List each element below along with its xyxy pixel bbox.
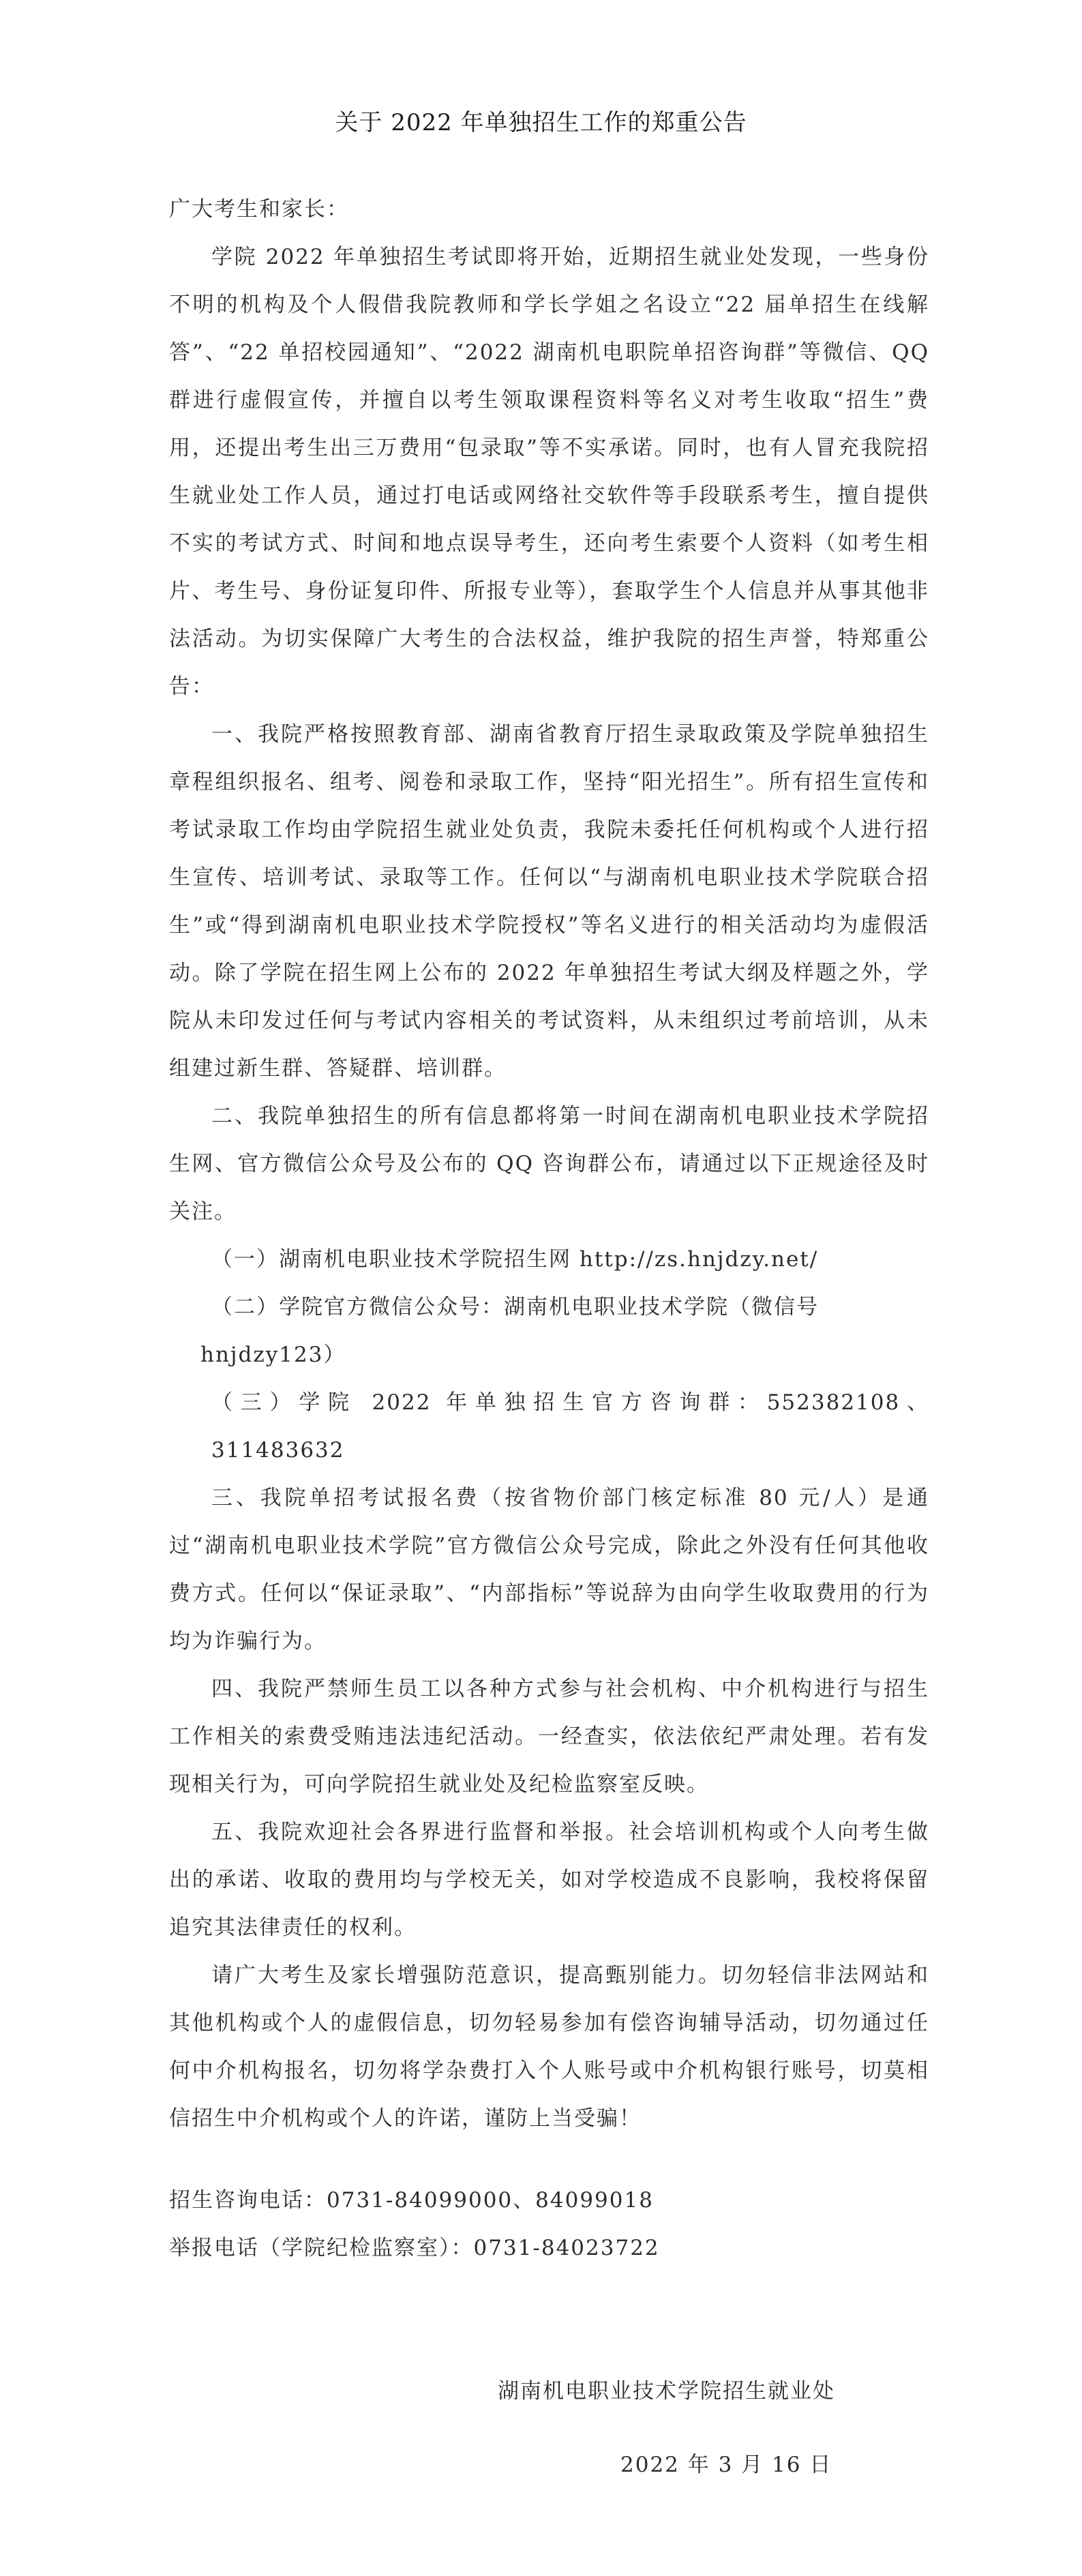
signature-org: 湖南机电职业技术学院招生就业处 bbox=[498, 2379, 835, 2403]
admissions-phone: 招生咨询电话：0731-84099000、84099018 bbox=[169, 2188, 654, 2213]
report-phone: 举报电话（学院纪检监察室）：0731-84023722 bbox=[169, 2236, 660, 2260]
point-two-paragraph: 二、我院单独招生的所有信息都将第一时间在湖南机电职业技术学院招生网、官方微信公众号及公布的 QQ 咨询群公布，请通过以下正规途径及时关注。 bbox=[169, 1104, 929, 1224]
salutation: 广大考生和家长： bbox=[169, 197, 349, 222]
intro-text: 学院 2022 年单独招生考试即将开始，近期招生就业处发现，一些身份不明的机构及个人假借我院教师和学长学姐之名设立“22 届单招生在线解答”、“22 单招校园通知”、“2022 湖南机电职院单招咨询群”等微信、QQ 群进行虚假宣传，并擅自以考生领取课程资料等名义对考生收取“招生”费用，还提出考生出三万费用“包录取”等不实承诺。同时，也有人冒充我院招生就业处工作人员，通过打电话或网络社交软件等手段联系考生，擅自提供不实的考试方式、时间和地点误导考生，还向考生索要个人资料（如考生相片、考生号、身份证复印件、所报专业等），套取学生个人信息并从事其他非法活动。 bbox=[169, 245, 929, 651]
point-five-paragraph: 五、我院欢迎社会各界进行监督和举报。社会培训机构或个人向考生做出的承诺、收取的费用均与学校无关，如对学校造成不良影响，我校将保留追究其法律责任的权利。 bbox=[169, 1820, 929, 1940]
point-one-paragraph: 一、我院严格按照教育部、湖南省教育厅招生录取政策及学院单独招生章程组织报名、组考、阅卷和录取工作，坚持“阳光招生”。所有招生宣传和考试录取工作均由学院招生就业处负责，我院未委托任何机构或个人进行招生宣传、培训考试、录取等工作。任何以“与湖南机电职业技术学院联合招生”或“得到湖南机电职业技术学院授权”等名义进行的相关活动均为虚假活动。除了学院在招生网上公布的 2022 年单独招生考试大纲及样题之外，学院从未印发过任何与考试内容相关的考试资料，从未组织过考前培训，从未组建过新生群、答疑群、培训群。 bbox=[169, 722, 929, 1081]
channel-website[interactable] bbox=[169, 1235, 929, 1283]
point-three-paragraph: 三、我院单招考试报名费（按省物价部门核定标准 80 元/人）是通过“湖南机电职业技术学院”官方微信公众号完成，除此之外没有任何其他收费方式。任何以“保证录取”、“内部指标”等说辞为由向学生收取费用的行为均为诈骗行为。 bbox=[169, 1486, 929, 1653]
channel-wechat bbox=[169, 1283, 929, 1379]
channel-qq-group: （三）学院 2022 年单独招生官方咨询群：552382108、311483632 bbox=[211, 1390, 929, 1463]
signature-date: 2022 年 3 月 16 日 bbox=[620, 2453, 832, 2477]
point-four-paragraph: 四、我院严禁师生员工以各种方式参与社会机构、中介机构进行与招生工作相关的索费受贿违法违纪活动。一经查实，依法依纪严肃处理。若有发现相关行为，可向学院招生就业处及纪检监察室反映。 bbox=[169, 1677, 929, 1797]
admissions-website-link[interactable]: （一）湖南机电职业技术学院招生网 http://zs.hnjdzy.net/ bbox=[211, 1247, 819, 1272]
closing-paragraph: 请广大考生及家长增强防范意识，提高甄别能力。切勿轻信非法网站和其他机构或个人的虚假信息，切勿轻易参加有偿咨询辅导活动，切勿通过任何中介机构报名，切勿将学杂费打入个人账号或中介机构银行账号，切莫相信招生中介机构或个人的许诺，谨防上当受骗！ bbox=[169, 1963, 929, 2131]
intro-paragraph bbox=[169, 233, 929, 710]
intro-tail-text: 为切实保障广大考生的合法权益，维护我院的招生声誉，特郑重公告： bbox=[169, 627, 929, 699]
wechat-id-text: hnjdzy123） bbox=[200, 1343, 346, 1367]
wechat-account-text: （二）学院官方微信公众号：湖南机电职业技术学院（微信号 bbox=[211, 1295, 819, 1319]
page-title: 关于 2022 年单独招生工作的郑重公告 bbox=[335, 109, 747, 136]
contact-block bbox=[169, 2176, 929, 2272]
notice-body bbox=[169, 185, 929, 2142]
